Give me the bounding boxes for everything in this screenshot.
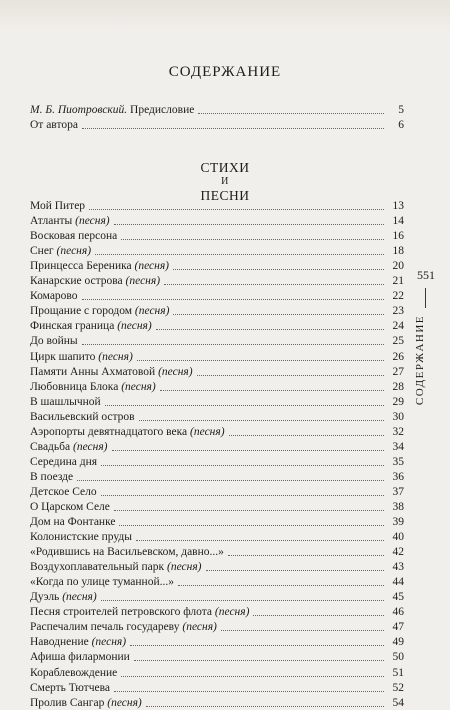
toc-entry-text: Любовница Блока — [30, 380, 122, 393]
toc-entry-page: 39 — [392, 516, 404, 529]
toc-entry-page: 14 — [392, 215, 404, 228]
toc-entry — [30, 529, 404, 544]
toc-entry-note: (песня) — [182, 621, 217, 634]
toc-entry-page: 23 — [392, 305, 404, 318]
toc-entry-page: 45 — [392, 591, 404, 604]
toc-entry — [30, 439, 404, 454]
toc-entry-note: (песня) — [62, 591, 97, 604]
toc-entry-title — [30, 259, 169, 273]
toc-entry-page: 6 — [398, 119, 404, 132]
toc-entry — [30, 364, 404, 379]
toc-entry-text: Песня строителей петровского флота — [30, 606, 215, 619]
toc-entry — [30, 102, 404, 117]
toc-entry-title — [30, 500, 110, 514]
toc-entry-title — [30, 455, 97, 469]
toc-entry-title — [30, 289, 78, 303]
toc-entry — [30, 559, 404, 574]
section-line-1: СТИХИ — [200, 160, 250, 175]
dot-leader — [105, 405, 384, 406]
toc-entry — [30, 544, 404, 559]
toc-entry — [30, 604, 404, 619]
toc-entry-title — [30, 350, 133, 364]
toc-entry — [30, 394, 404, 409]
toc-entry-page: 35 — [392, 455, 404, 468]
toc-entry-text: Пролив Сангар — [30, 696, 108, 709]
dot-leader — [119, 525, 384, 526]
dot-leader — [229, 435, 384, 436]
toc-entry-note: (песня) — [56, 245, 92, 258]
toc-entry-title — [30, 319, 152, 333]
side-rule — [425, 288, 426, 308]
dot-leader — [164, 284, 384, 285]
toc-entry — [30, 303, 404, 318]
toc-entry-text: О Царском Селе — [30, 500, 110, 513]
dot-leader — [253, 615, 384, 616]
toc-entry-page: 25 — [392, 335, 404, 348]
toc-entry-page: 37 — [392, 485, 404, 498]
toc-entry-note: (песня) — [72, 440, 108, 453]
toc-entry-page: 51 — [392, 666, 404, 679]
toc-entry-note: (песня) — [75, 215, 110, 228]
toc-entry-note: (песня) — [134, 260, 170, 273]
toc-entry-text: Середина дня — [30, 455, 98, 468]
dot-leader — [101, 495, 384, 496]
toc-entry-page: 5 — [398, 104, 404, 117]
dot-leader — [89, 209, 384, 210]
toc-entry-note: (песня) — [91, 636, 127, 649]
toc-entry-page: 38 — [392, 500, 404, 513]
toc-entry-title — [30, 605, 249, 619]
toc-entry-title — [30, 530, 132, 544]
toc-entry — [30, 273, 404, 288]
toc-entry-text: Аэропорты девятнадцатого века — [30, 425, 191, 438]
dot-leader — [178, 585, 384, 586]
toc-entry-text: Восковая персона — [30, 230, 118, 243]
toc-entry-page: 16 — [392, 230, 404, 243]
page-title: СОДЕРЖАНИЕ — [168, 64, 282, 80]
toc-entry — [30, 333, 404, 348]
dot-leader — [95, 254, 384, 255]
toc-entry-page: 18 — [392, 245, 404, 258]
toc-entry-title — [30, 410, 135, 424]
toc-entry — [30, 348, 404, 363]
toc-entry-text: Воздухоплавательный парк — [30, 561, 167, 574]
dot-leader — [114, 510, 384, 511]
toc-entry-text: Наводнение — [30, 636, 92, 649]
toc-entry-page: 36 — [392, 470, 404, 483]
dot-leader — [121, 239, 384, 240]
toc-entry-author: М. Б. Пиотровский. — [30, 104, 128, 117]
dot-leader — [121, 676, 384, 677]
toc-entry-page: 34 — [392, 440, 404, 453]
dot-leader — [137, 360, 384, 361]
toc-entry-text: Мой Питер — [30, 200, 86, 213]
toc-entry — [30, 379, 404, 394]
toc-entry-title — [30, 650, 130, 664]
toc-entry-page: 21 — [392, 275, 404, 288]
toc-entry — [30, 619, 404, 634]
toc-entry-text: Канарские острова — [30, 275, 126, 288]
dot-leader — [198, 113, 384, 114]
toc-entry-title — [30, 244, 91, 258]
toc-entry-title — [30, 620, 217, 634]
toc-entry-title — [30, 666, 117, 680]
running-head — [412, 268, 440, 406]
dot-leader — [82, 344, 384, 345]
dot-leader — [82, 128, 384, 129]
toc-entry-page: 24 — [392, 320, 404, 333]
dot-leader — [114, 691, 384, 692]
toc-entry-note: (песня) — [98, 350, 133, 363]
toc-entry-note: (песня) — [134, 305, 170, 318]
toc-entry-text: Детское Село — [30, 485, 97, 498]
dot-leader — [139, 420, 384, 421]
toc-entry-note: (песня) — [107, 696, 142, 709]
dot-leader — [173, 314, 384, 315]
toc-entry-note: (песня) — [167, 561, 202, 574]
toc-entry-title — [30, 545, 224, 559]
toc-entry-text: «Когда по улице туманной...» — [30, 576, 174, 589]
toc-entry-title — [30, 380, 156, 394]
dot-leader — [146, 706, 384, 707]
toc-entry-title — [30, 560, 202, 574]
toc-entry — [30, 213, 404, 228]
toc-entry-note: (песня) — [125, 275, 161, 288]
section-line-2: И — [221, 176, 229, 187]
toc-entry — [30, 243, 404, 258]
toc-entry-title — [30, 575, 174, 589]
toc-entry-page: 43 — [392, 561, 404, 574]
front-matter-list — [30, 102, 404, 132]
toc-entry-title — [30, 440, 108, 454]
dot-leader — [197, 375, 384, 376]
toc-entry-note: (песня) — [190, 425, 225, 438]
toc-entry-title — [30, 425, 225, 439]
toc-entry-page: 20 — [392, 260, 404, 273]
dot-leader — [228, 555, 384, 556]
toc-entry-page: 26 — [392, 350, 404, 363]
toc-entry — [30, 634, 404, 649]
dot-leader — [134, 660, 384, 661]
dot-leader — [130, 645, 384, 646]
toc-entry-page: 49 — [392, 636, 404, 649]
dot-leader — [77, 480, 384, 481]
toc-entry-note: (песня) — [214, 606, 250, 619]
toc-entry — [30, 228, 404, 243]
section-line-3: ПЕСНИ — [200, 188, 250, 203]
toc-entry-text: «Родившись на Васильевском, давно...» — [30, 546, 224, 559]
toc-entry — [30, 574, 404, 589]
toc-entry — [30, 469, 404, 484]
toc-entry-title — [30, 590, 97, 604]
toc-entry-page: 47 — [392, 621, 404, 634]
toc-entry-page: 54 — [392, 696, 404, 709]
toc-entry-text: Принцесса Береника — [30, 260, 135, 273]
toc-entry-page: 50 — [392, 651, 404, 664]
dot-leader — [206, 570, 384, 571]
toc-entry-title — [30, 696, 142, 710]
toc-entry-page: 22 — [392, 290, 404, 303]
toc-entry-title — [30, 681, 110, 695]
toc-entry-page: 30 — [392, 410, 404, 423]
toc-entry-title — [30, 214, 110, 228]
toc-entry-note: (песня) — [158, 365, 193, 378]
toc-entry-title — [30, 470, 73, 484]
toc-entry-text: Свадьба — [30, 440, 73, 453]
toc-entry — [30, 454, 404, 469]
toc-entry-page: 28 — [392, 380, 404, 393]
toc-entry-page: 44 — [392, 576, 404, 589]
toc-entry — [30, 288, 404, 303]
dot-leader — [112, 450, 384, 451]
toc-entry-title — [30, 229, 117, 243]
toc-entry-page: 40 — [392, 531, 404, 544]
toc-entry — [30, 695, 404, 710]
dot-leader — [114, 224, 384, 225]
toc-entry — [30, 514, 404, 529]
dot-leader — [82, 299, 384, 300]
toc-entry — [30, 318, 404, 333]
toc-entry-page: 13 — [392, 200, 404, 213]
toc-entry-text: От автора — [30, 119, 78, 132]
dot-leader — [101, 600, 384, 601]
toc-entry-page: 32 — [392, 425, 404, 438]
toc-entry-page: 46 — [392, 606, 404, 619]
toc-entry-page: 52 — [392, 681, 404, 694]
toc-entry — [30, 484, 404, 499]
toc-entry-text: Колонистские пруды — [30, 531, 132, 544]
bleed-through-strip — [0, 0, 450, 30]
side-label: СОДЕРЖАНИЕ — [414, 315, 426, 406]
toc-entry-page: 42 — [392, 546, 404, 559]
toc-entry-text: Памяти Анны Ахматовой — [30, 365, 159, 378]
toc-entry-text: Комарово — [30, 290, 78, 303]
toc-entry — [30, 258, 404, 273]
toc-entry-text: Прощание с городом — [30, 305, 135, 318]
dot-leader — [136, 540, 384, 541]
toc-entry-text: В шашлычной — [30, 395, 101, 408]
toc-list — [30, 198, 404, 710]
toc-entry-text: Кораблевождение — [30, 666, 118, 679]
toc-entry-text: В поезде — [30, 470, 74, 483]
toc-entry-title — [30, 395, 101, 409]
toc-entry-title — [30, 334, 78, 348]
toc-entry-page: 29 — [392, 395, 404, 408]
toc-entry — [30, 198, 404, 213]
toc-entry-title — [30, 365, 193, 379]
toc-entry-title — [30, 635, 126, 649]
toc-entry — [30, 499, 404, 514]
toc-entry-text: Афиша филармонии — [30, 651, 130, 664]
toc-entry-text: До войны — [30, 335, 78, 348]
toc-entry-title — [30, 103, 194, 117]
toc-entry-title — [30, 485, 97, 499]
toc-entry-text: Смерть Тютчева — [30, 681, 110, 694]
toc-entry — [30, 680, 404, 695]
toc-entry — [30, 424, 404, 439]
dot-leader — [173, 269, 384, 270]
toc-entry-title — [30, 274, 160, 288]
toc-entry-text: Васильевский остров — [30, 410, 135, 423]
dot-leader — [101, 465, 384, 466]
toc-entry-text: Предисловие — [127, 104, 195, 117]
toc-entry-title — [30, 515, 115, 529]
toc-entry — [30, 117, 404, 132]
toc-entry — [30, 649, 404, 664]
toc-entry-text: Атланты — [30, 215, 76, 228]
toc-entry-note: (песня) — [121, 380, 156, 393]
toc-entry — [30, 589, 404, 604]
toc-entry-title — [30, 199, 85, 213]
toc-entry-text: Дом на Фонтанке — [30, 516, 116, 529]
toc-entry-page: 27 — [392, 365, 404, 378]
dot-leader — [156, 329, 384, 330]
toc-entry — [30, 409, 404, 424]
dot-leader — [160, 390, 384, 391]
toc-entry-text: Цирк шапито — [30, 350, 99, 363]
toc-entry — [30, 664, 404, 679]
toc-entry-title — [30, 304, 169, 318]
toc-entry-title — [30, 118, 78, 132]
toc-entry-text: Снег — [30, 245, 57, 258]
dot-leader — [221, 630, 384, 631]
toc-entry-text: Дуэль — [30, 591, 63, 604]
toc-entry-note: (песня) — [117, 320, 152, 333]
toc-entry-text: Распечалим печаль государеву — [30, 621, 183, 634]
side-page-number: 551 — [417, 268, 435, 282]
toc-entry-text: Финская граница — [30, 320, 118, 333]
